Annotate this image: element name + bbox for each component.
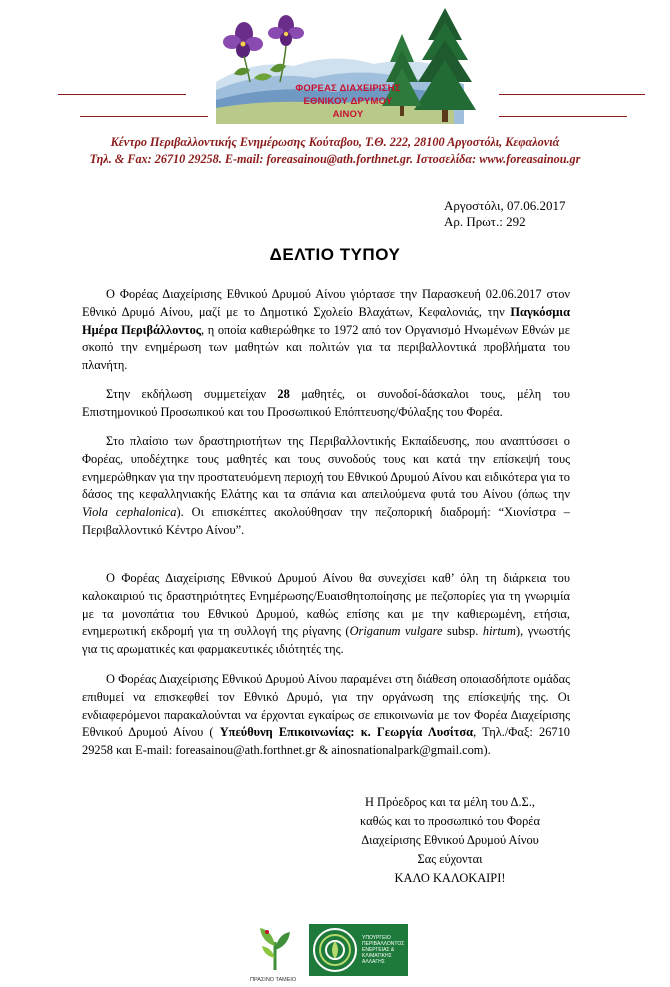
ministry-emblem-icon bbox=[311, 926, 359, 974]
header-rule-right-top bbox=[499, 94, 645, 95]
p2-text-a: Στην εκδήλωση συμμετείχαν bbox=[106, 387, 278, 401]
signature-line-5: ΚΑΛΟ ΚΑΛΟΚΑΙΡΙ! bbox=[394, 871, 506, 885]
p5-text-c: , Τηλ./Φαξ: 26710 29258 και E-mail: foreasainou@ath.forthnet.gr & ainosnationalpark@gmail.com). bbox=[82, 725, 570, 758]
p4-italic-2: hirtum bbox=[482, 624, 516, 639]
header-rule-right-bottom bbox=[499, 116, 627, 117]
document-date: Αργοστόλι, 07.06.2017 bbox=[444, 198, 566, 213]
contact-phone-email: Τηλ. & Fax: 26710 29258. E-mail: foreasainou@ath.forthnet.gr. Ιστοσελίδα: www.foreasainou.gr bbox=[89, 152, 581, 166]
contact-address: Κέντρο Περιβαλλοντικής Ενημέρωσης Κούταβου, Τ.Θ. 222, 28100 Αργοστόλι, Κεφαλονιά bbox=[110, 135, 560, 149]
header-rule-left-top bbox=[58, 94, 186, 95]
p4-italic-1: Origanum vulgare bbox=[349, 624, 443, 639]
p1-text-c: , η οποία καθιερώθηκε το 1972 από τον Οργανισμό Ηνωμένων Εθνών με σκοπό την ενημέρωση των μαθητών και πολιτών για τα περιβαλλοντικά προβλήματα του πλανήτη. bbox=[82, 322, 570, 373]
signature-line-3: Διαχείρισης Εθνικού Δρυμού Αίνου bbox=[361, 833, 539, 847]
paragraph-5 bbox=[82, 671, 570, 760]
header-rule-left-bottom bbox=[80, 116, 208, 117]
p4-text-c: ), γνωστής για τις αρωματικές και φαρμακευτικές ιδιότητές της. bbox=[82, 624, 570, 657]
p4-text-a: Ο Φορέας Διαχείρισης Εθνικού Δρυμού Αίνου θα συνεχίσει καθ’ όλη τη διάρκεια του καλοκαιριού τις δραστηριότητες Ενημέρωσης/Ευαισθητοποίησης με πεζοπορίες για τη γνωριμία με τα μονοπάτια του Εθνικού Δρυμού, καθώς επίσης και με την καθιερωμένη, ετήσια, ενημερωτική εκδρομή για τη συλλογή της ρίγανης ( bbox=[82, 571, 570, 639]
logo-text-line2: ΕΘΝΙΚΟΥ ΔΡΥΜΟΥ bbox=[303, 96, 393, 107]
press-release-title: ΔΕΛΤΙΟ ΤΥΠΟΥ bbox=[269, 245, 401, 264]
p3-text-a: Στο πλαίσιο των δραστηριοτήτων της Περιβαλλοντικής Εκπαίδευσης, που αναπτύσσει ο Φορέας, υποδέχτηκε τους μαθητές και τους συνοδούς τους και κατά την επίσκεψή τους ενημερώθηκαν για την προστατευόμενη περιοχή του Εθνικού Δρυμού Αίνου και ειδικότερα για το δάσος της κεφαλληνιακής Ελάτης και τα σπάνια και απειλούμενα φυτά του Αίνου (όπως την bbox=[82, 434, 570, 502]
protocol-number: Αρ. Πρωτ.: 292 bbox=[444, 214, 526, 229]
signature-block bbox=[330, 793, 570, 888]
p5-bold: Υπεύθυνη Επικοινωνίας: κ. Γεωργία Λυσίτσα bbox=[219, 725, 474, 740]
paragraph-2 bbox=[82, 386, 570, 422]
p3-italic: Viola cephalonica bbox=[82, 505, 177, 520]
green-fund-logo bbox=[250, 922, 297, 983]
p4-text-b: subsp. bbox=[442, 624, 483, 639]
p1-text-a: Ο Φορέας Διαχείρισης Εθνικού Δρυμού Αίνου γιόρτασε την Παρασκευή 02.06.2017 στον Εθνικό Δρυμό Αίνου, μαζί με το Δημοτικό Σχολείο Βλαχάτων, Κεφαλονιάς, την bbox=[82, 287, 570, 319]
p2-bold: 28 bbox=[277, 387, 290, 401]
ministry-logo bbox=[309, 924, 408, 976]
p5-text-a: Ο Φορέας Διαχείρισης Εθνικού Δρυμού Αίνου παραμένει στη διάθεση οποιασδήποτε ομάδας επιθυμεί να επισκεφθεί τον Εθνικό Δρυμό, για την οργάνωση της επίσκεψής της. Οι ενδιαφερόμενοι παρακαλούνται να έρχονται εγκαίρως σε επικοινωνία με τον Φορέα Διαχείρισης Εθνικού Δρυμού Αίνου ( bbox=[82, 672, 570, 740]
logo-text-line3: ΑΙΝΟΥ bbox=[332, 109, 364, 120]
ainos-park-logo bbox=[214, 4, 482, 124]
paragraph-4 bbox=[82, 570, 570, 659]
p2-text-c: μαθητές, οι συνοδοί-δάσκαλοι τους, μέλη του Επιστημονικού Προσωπικού και του Προσωπικού Επόπτευσης/Φύλαξης του Φορέα. bbox=[82, 387, 570, 419]
green-fund-label: ΠΡΑΣΙΝΟ ΤΑΜΕΙΟ bbox=[250, 977, 297, 983]
logo-text-line1: ΦΟΡΕΑΣ ΔΙΑΧΕΙΡΙΣΗΣ bbox=[295, 83, 401, 94]
p3-text-c: ). Οι επισκέπτες ακολούθησαν την πεζοπορική διαδρομή: “Χιονίστρα – Περιβαλλοντικό Κέντρο Αίνου”. bbox=[82, 505, 570, 537]
paragraph-3 bbox=[82, 433, 570, 540]
ministry-label: ΥΠΟΥΡΓΕΙΟ ΠΕΡΙΒΑΛΛΟΝΤΟΣ ΕΝΕΡΓΕΙΑΣ & ΚΛΙΜΑΤΙΚΗΣ ΑΛΛΑΓΗΣ bbox=[362, 935, 405, 965]
paragraph-1 bbox=[82, 286, 570, 375]
signature-line-4: Σας εύχονται bbox=[417, 852, 483, 866]
signature-line-2: καθώς και το προσωπικό του Φορέα bbox=[360, 814, 540, 828]
signature-line-1: Η Πρόεδρος και τα μέλη του Δ.Σ., bbox=[365, 795, 535, 809]
p1-bold: Παγκόσμια Ημέρα Περιβάλλοντος bbox=[82, 304, 570, 337]
green-fund-icon bbox=[254, 922, 296, 972]
